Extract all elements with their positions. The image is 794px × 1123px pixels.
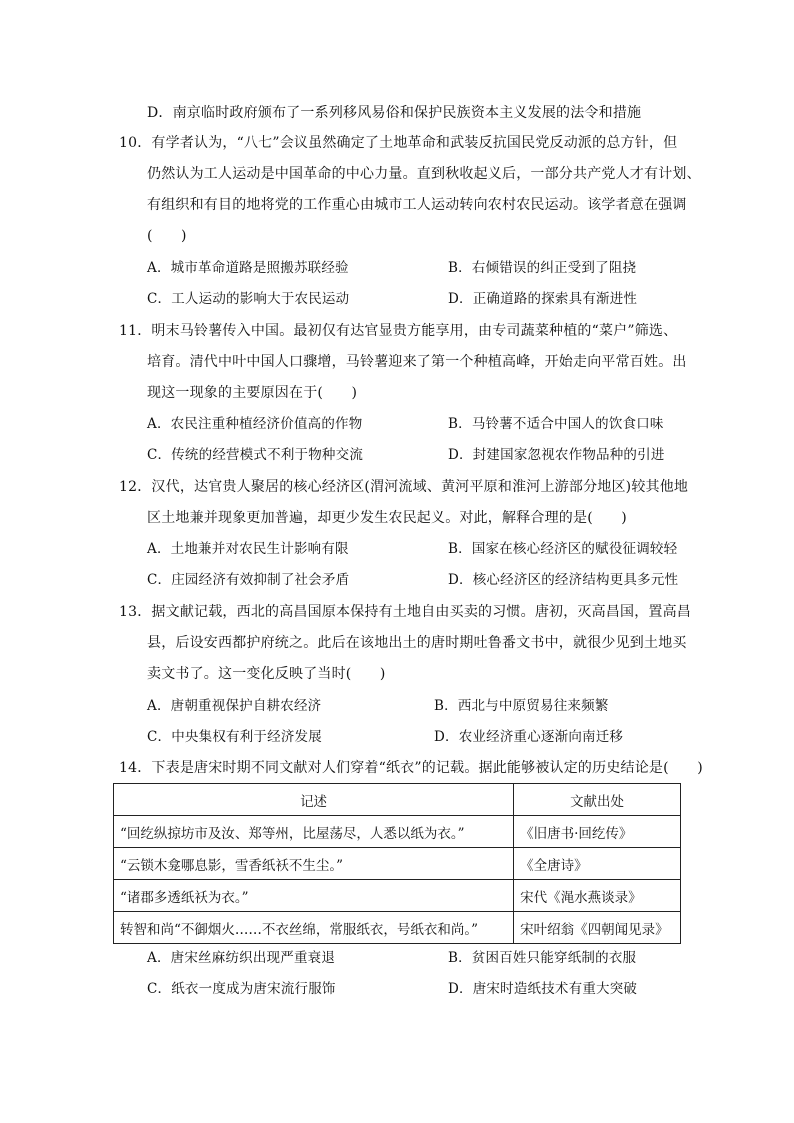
- q13-option-a: A．唐朝重视保护自耕农经济: [147, 698, 322, 714]
- q11-stem-line-2: 培育。清代中叶中国人口骤增，马铃薯迎来了第一个种植高峰，开始走向平常百姓。出: [147, 354, 687, 370]
- q10-stem-line-3: 有组织和有目的地将党的工作重心由城市工人运动转向农村农民运动。该学者意在强调: [147, 197, 687, 213]
- q10-stem-line-2: 仍然认为工人运动是中国革命的中心力量。直到秋收起义后，一部分共产党人才有计划、: [147, 166, 701, 182]
- q11-option-c: C．传统的经营模式不利于物种交流: [147, 447, 364, 463]
- q13-stem-line-2: 县，后设安西都护府统之。此后在该地出土的唐时期吐鲁番文书中，就很少见到土地买: [147, 635, 687, 651]
- table-header-record: 记述: [114, 784, 514, 816]
- q12-option-c: C．庄园经济有效抑制了社会矛盾: [147, 572, 350, 588]
- table-cell-record: “诸郡多透纸袄为衣。”: [114, 880, 514, 912]
- table-row: [114, 880, 681, 912]
- table-row: [114, 912, 681, 944]
- q14-stem: 14．下表是唐宋时期不同文献对人们穿着“纸衣”的记载。据此能够被认定的历史结论是( ): [119, 760, 703, 776]
- q12-option-b: B．国家在核心经济区的赋役征调较轻: [448, 541, 678, 557]
- q13-option-b: B．西北与中原贸易往来频繁: [434, 698, 609, 714]
- q14-reference-table: [113, 783, 681, 944]
- table-row: [114, 816, 681, 848]
- q13-stem-line-3: 卖文书了。这一变化反映了当时( ): [147, 666, 386, 682]
- q14-option-a: A．唐宋丝麻纺织出现严重衰退: [147, 950, 336, 966]
- q12-stem-line-2: 区土地兼并现象更加普遍，却更少发生农民起义。对此，解释合理的是( ): [147, 510, 627, 526]
- q10-option-d: D．正确道路的探索具有渐进性: [448, 291, 638, 307]
- q13-stem-line-1: 13．据文献记载，西北的高昌国原本保持有土地自由买卖的习惯。唐初，灭高昌国，置高昌: [119, 604, 692, 620]
- q10-option-b: B．右倾错误的纠正受到了阻挠: [448, 260, 637, 276]
- q14-option-c: C．纸衣一度成为唐宋流行服饰: [147, 981, 336, 997]
- q14-option-d: D．唐宋时造纸技术有重大突破: [448, 981, 638, 997]
- q10-option-c: C．工人运动的影响大于农民运动: [147, 291, 350, 307]
- q13-option-c: C．中央集权有利于经济发展: [147, 729, 322, 745]
- table-cell-record: “云锁木龛哪息影，雪香纸袄不生尘。”: [114, 848, 514, 880]
- table-cell-source: 《全唐诗》: [514, 848, 681, 880]
- table-cell-source: 《旧唐书·回纥传》: [514, 816, 681, 848]
- q11-option-b: B．马铃薯不适合中国人的饮食口味: [448, 416, 664, 432]
- q10-stem-line-1: 10．有学者认为，“八七”会议虽然确定了土地革命和武装反抗国民党反动派的总方针，但: [119, 135, 678, 151]
- table-cell-record: 转智和尚“不御烟火……不衣丝绵，常服纸衣，号纸衣和尚。”: [114, 912, 514, 944]
- table-cell-source: 宋代《渑水燕谈录》: [514, 880, 681, 912]
- q9-option-d: D．南京临时政府颁布了一系列移风易俗和保护民族资本主义发展的法令和措施: [147, 105, 642, 121]
- table-cell-record: “回纥纵掠坊市及汝、郑等州，比屋荡尽，人悉以纸为衣。”: [114, 816, 514, 848]
- q11-stem-line-1: 11．明末马铃薯传入中国。最初仅有达官显贵方能享用，由专司蔬菜种植的“菜户”筛选、: [119, 323, 678, 339]
- table-header-source: 文献出处: [514, 784, 681, 816]
- q10-option-a: A．城市革命道路是照搬苏联经验: [147, 260, 349, 276]
- q11-option-a: A．农民注重种植经济价值高的作物: [147, 416, 363, 432]
- table-header-row: [114, 784, 681, 816]
- table-cell-source: 宋叶绍翁《四朝闻见录》: [514, 912, 681, 944]
- table-row: [114, 848, 681, 880]
- q12-option-a: A．土地兼并对农民生计影响有限: [147, 541, 349, 557]
- q13-option-d: D．农业经济重心逐渐向南迁移: [434, 729, 624, 745]
- q11-option-d: D．封建国家忽视农作物品种的引进: [448, 447, 665, 463]
- q11-stem-line-3: 现这一现象的主要原因在于( ): [147, 385, 358, 401]
- q14-option-b: B．贫困百姓只能穿纸制的衣服: [448, 950, 637, 966]
- q12-stem-line-1: 12．汉代，达官贵人聚居的核心经济区(渭河流域、黄河平原和淮河上游部分地区)较其他地: [119, 479, 689, 495]
- q10-answer-blank: ( ): [147, 228, 187, 244]
- q12-option-d: D．核心经济区的经济结构更具多元性: [448, 572, 679, 588]
